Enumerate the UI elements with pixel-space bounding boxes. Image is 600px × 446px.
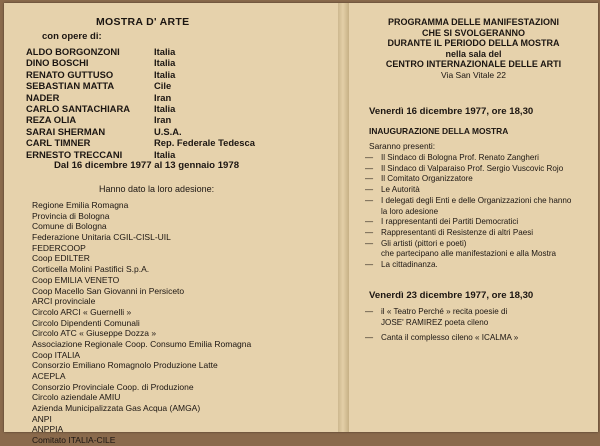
dash-bullet: —	[365, 217, 374, 227]
attendee-item: — Gli artisti (pittori e poeti) che partecipano alle manifestazioni e alla Mostra	[365, 238, 557, 259]
adhesion-item: Circolo Dipendenti Comunali	[32, 317, 140, 328]
attendee-item: — Rappresentanti di Resistenze di altri Paesi	[365, 227, 534, 237]
attendee-item: — I rappresentanti dei Partiti Democratici	[365, 217, 519, 227]
artist-row	[26, 46, 336, 57]
dash-bullet: —	[365, 238, 374, 248]
attendees-intro: Saranno presenti:	[369, 141, 436, 151]
adhesion-item: Coop Macello San Giovanni in Persiceto	[32, 285, 185, 296]
artist-name: ERNESTO TRECCANI	[26, 148, 123, 160]
artist-row	[26, 103, 336, 114]
artist-row	[26, 137, 336, 148]
artist-country: U.S.A.	[154, 125, 182, 137]
right-page	[349, 3, 598, 432]
artist-name: NADER	[26, 91, 60, 103]
artist-name: REZA OLIA	[26, 114, 77, 126]
adhesion-heading: Hanno dato la loro adesione:	[99, 184, 215, 194]
adhesion-item: Circolo ARCI « Guernelli »	[32, 306, 132, 317]
program-header-line: nella sala del	[445, 48, 502, 59]
dash-bullet: —	[365, 163, 374, 173]
artist-row	[26, 114, 336, 125]
venue-address: Via San Vitale 22	[441, 69, 506, 80]
event-program-list	[365, 307, 518, 347]
artist-name: ALDO BORGONZONI	[26, 46, 120, 57]
adhesion-item: Azienda Municipalizzata Gas Acqua (AMGA)	[32, 403, 201, 414]
artist-country: Iran	[154, 91, 172, 103]
dash-bullet: —	[365, 332, 374, 342]
dash-bullet: —	[365, 174, 374, 184]
adhesion-item: Regione Emilia Romagna	[32, 200, 129, 210]
artist-name: DINO BOSCHI	[26, 57, 89, 69]
artist-country: Iran	[154, 114, 172, 126]
adhesion-item: Comune di Bologna	[32, 221, 107, 232]
adhesion-item: Circolo aziendale AMIU	[32, 392, 121, 403]
artist-country: Rep. Federale Tedesca	[154, 137, 255, 149]
adhesion-item: Coop ITALIA	[32, 349, 81, 360]
dash-bullet: —	[365, 307, 374, 316]
event-date: Venerdì 23 dicembre 1977, ore 18,30	[369, 290, 534, 301]
exhibition-title: MOSTRA D' ARTE	[96, 16, 190, 28]
adhesion-item: Corticella Molini Pastifici S.p.A.	[32, 264, 150, 275]
artist-row	[26, 57, 336, 68]
attendee-item: — Il Comitato Organizzatore	[365, 174, 473, 184]
event-title: INAUGURAZIONE DELLA MOSTRA	[369, 126, 509, 136]
program-header-line: CENTRO INTERNAZIONALE DELLE ARTI	[385, 59, 562, 70]
adhesion-list	[32, 200, 251, 446]
attendee-item: — Il Sindaco di Bologna Prof. Renato Zangheri	[365, 153, 539, 162]
adhesion-item: ARCI provinciale	[32, 296, 96, 307]
adhesion-item: Associazione Regionale Coop. Consumo Emilia Romagna	[32, 338, 252, 349]
left-page	[4, 3, 338, 446]
adhesion-item: Consorzio Emiliano Romagnolo Produzione Latte	[32, 360, 218, 371]
artist-name: CARL TIMNER	[26, 137, 91, 149]
artist-country: Italia	[154, 148, 176, 160]
adhesion-item: Coop EDILTER	[32, 253, 90, 264]
artist-name: SEBASTIAN MATTA	[26, 80, 115, 92]
program-header-line: PROGRAMMA DELLE MANIFESTAZIONI	[388, 17, 559, 27]
adhesion-item: Coop EMILIA VENETO	[32, 274, 120, 285]
attendee-item: — I delegati degli Enti e delle Organizzazioni che hanno la loro adesione	[365, 195, 572, 216]
artist-row	[26, 92, 336, 103]
dash-bullet: —	[365, 260, 374, 270]
adhesion-item: ANPPIA	[32, 424, 64, 435]
artist-list	[26, 46, 336, 160]
adhesion-item: ACEPLA	[32, 371, 66, 381]
program-header	[349, 17, 598, 81]
artist-row	[26, 126, 336, 137]
adhesion-item: Provincia di Bologna	[32, 210, 110, 221]
dash-bullet: —	[365, 227, 374, 237]
attendee-list	[365, 153, 571, 271]
artist-country: Italia	[154, 102, 176, 114]
artist-row	[26, 80, 336, 91]
adhesion-item: Circolo ATC « Giuseppe Dozza »	[32, 328, 157, 339]
artist-country: Italia	[154, 46, 176, 57]
attendee-item: — La cittadinanza.	[365, 260, 438, 270]
artist-row	[26, 69, 336, 80]
artist-name: RENATO GUTTUSO	[26, 68, 114, 80]
adhesion-item: Federazione Unitaria CGIL-CISL-UIL	[32, 232, 171, 243]
dash-bullet: —	[365, 195, 374, 205]
dash-bullet: —	[365, 153, 374, 162]
adhesion-item: ANPI	[32, 413, 52, 424]
artists-intro: con opere di:	[42, 31, 102, 42]
exhibition-dates: Dal 16 dicembre 1977 al 13 gennaio 1978	[54, 160, 240, 171]
artist-name: SARAI SHERMAN	[26, 125, 106, 137]
program-header-line: DURANTE IL PERIODO DELLA MOSTRA	[387, 38, 560, 49]
artist-row	[26, 149, 336, 160]
artist-country: Cile	[154, 80, 172, 92]
attendee-item: — Il Sindaco di Valparaiso Prof. Sergio Vuscovic Rojo	[365, 163, 564, 173]
artist-country: Italia	[154, 68, 176, 80]
adhesion-item: Consorzio Provinciale Coop. di Produzione	[32, 381, 194, 392]
program-header-line: CHE SI SVOLGERANNO	[421, 27, 525, 38]
artist-country: Italia	[154, 57, 176, 69]
page-fold	[338, 3, 349, 432]
program-item: — il « Teatro Perché » recita poesie di JOSE' RAMIREZ poeta cileno	[365, 307, 508, 327]
event-date: Venerdì 16 dicembre 1977, ore 18,30	[369, 106, 534, 117]
artist-name: CARLO SANTACHIARA	[26, 102, 130, 114]
attendee-item: — Le Autorità	[365, 185, 420, 195]
program-item: — Canta il complesso cileno « ICALMA »	[365, 332, 519, 342]
dash-bullet: —	[365, 185, 374, 195]
adhesion-item: Comitato ITALIA-CILE	[32, 435, 116, 446]
brochure-spread	[4, 3, 598, 446]
adhesion-item: FEDERCOOP	[32, 242, 86, 253]
